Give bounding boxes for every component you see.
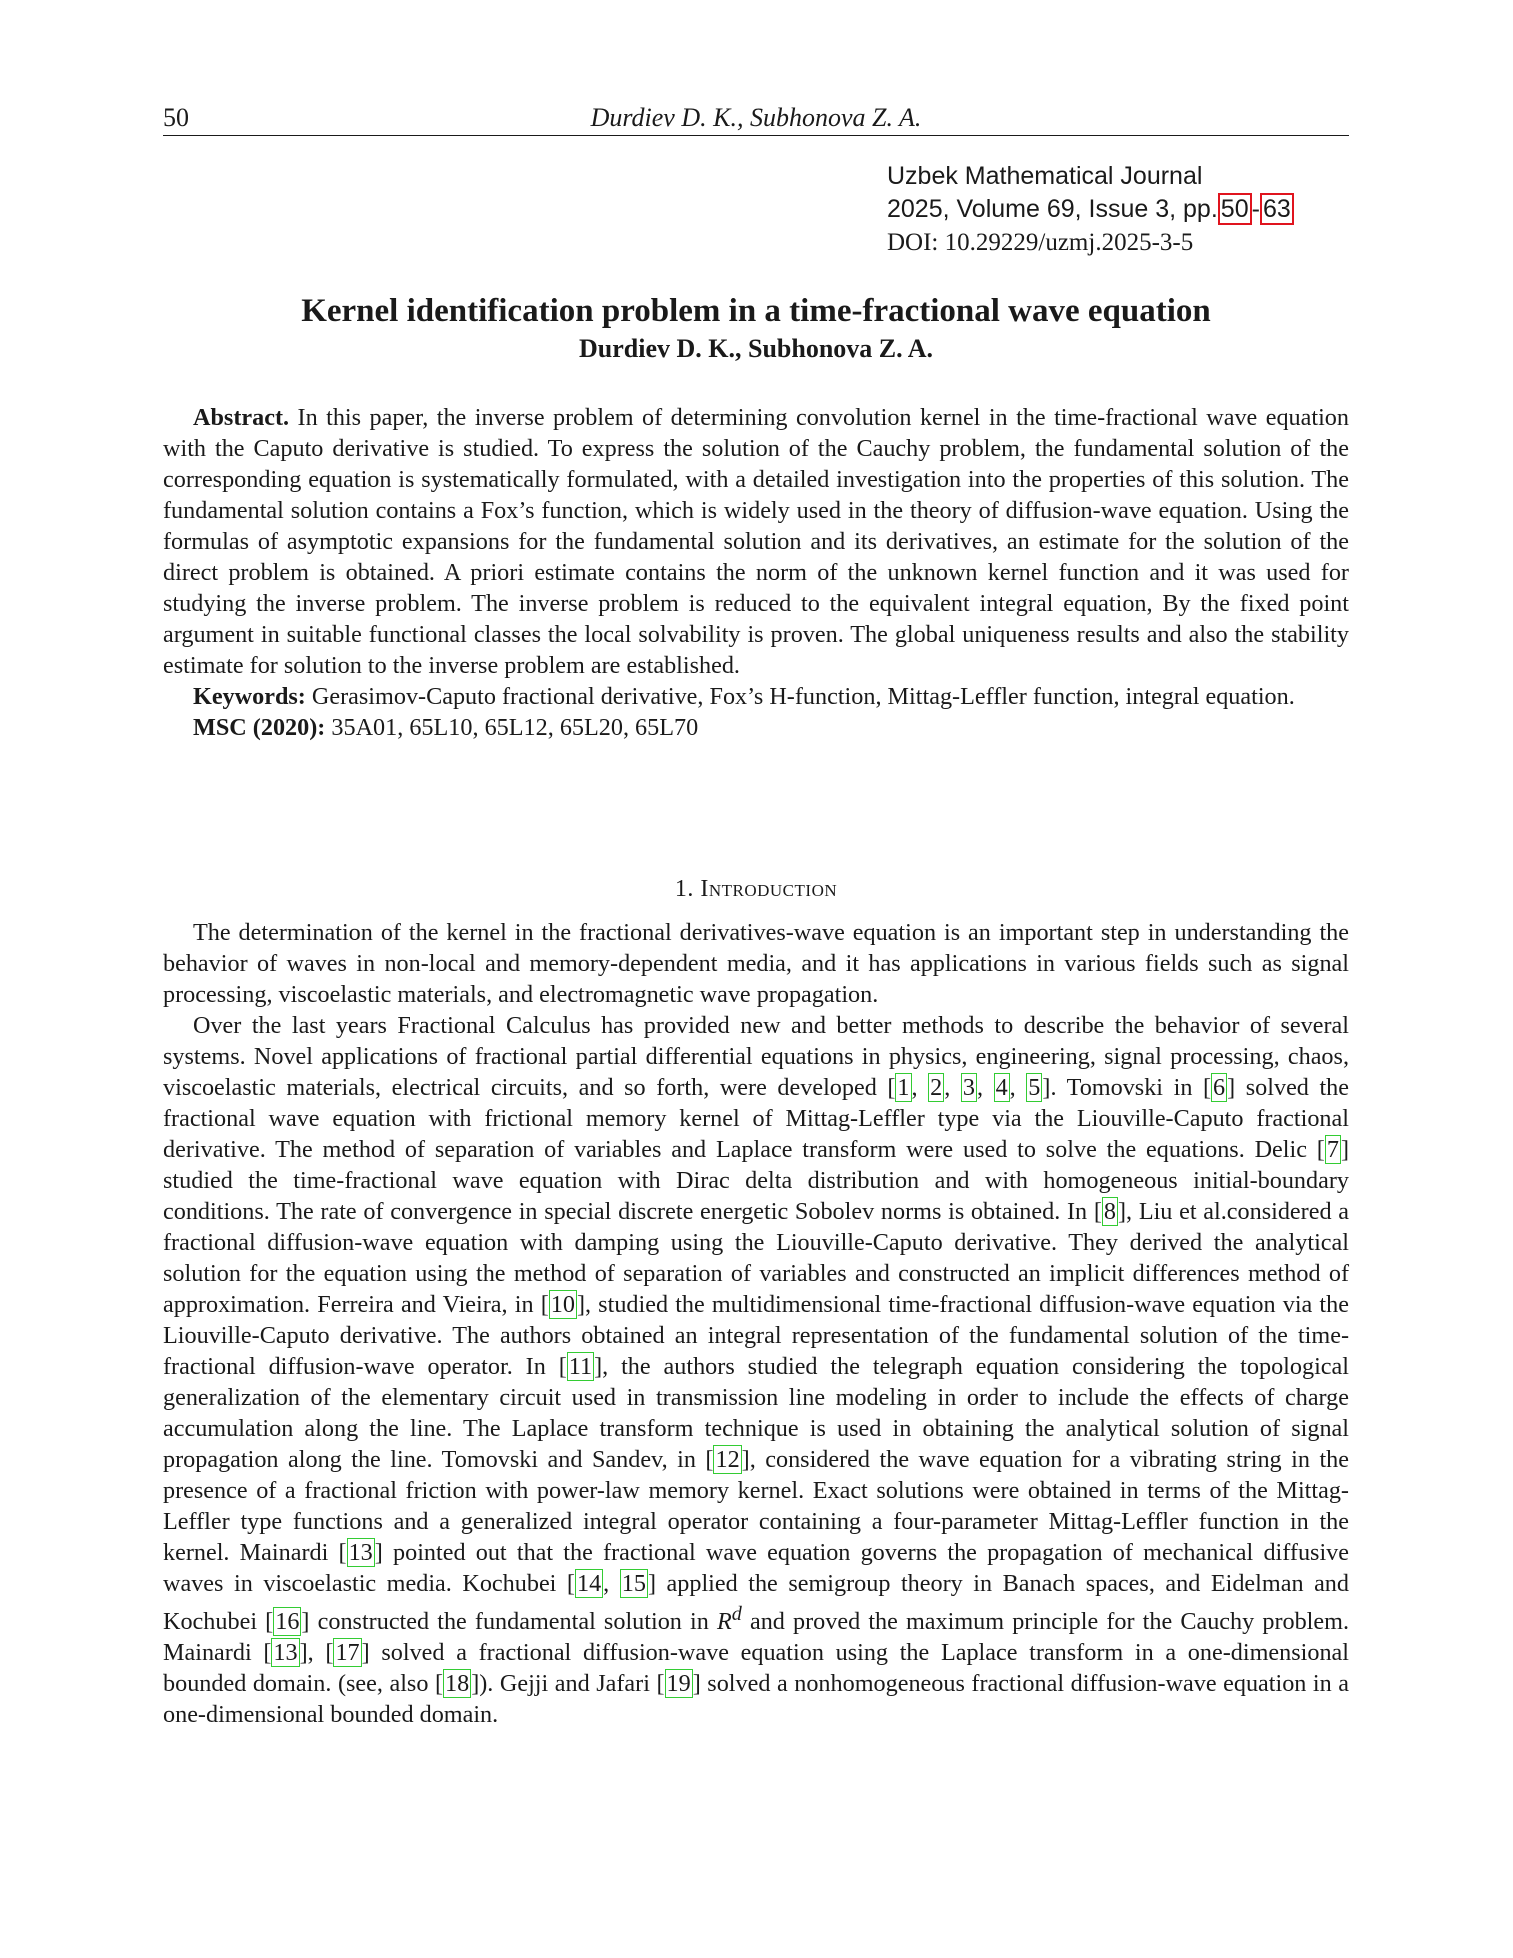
math-rd: [716, 1603, 742, 1636]
math-rd-base: R: [716, 1608, 732, 1636]
citation-link[interactable]: 8: [1103, 1198, 1116, 1225]
citation-link[interactable]: 4: [995, 1074, 1008, 1101]
citation-link[interactable]: 10: [550, 1291, 575, 1318]
abstract-paragraph: [163, 402, 1349, 681]
running-header: [163, 103, 1349, 136]
paper-authors: Durdiev D. K., Subhonova Z. A.: [579, 334, 933, 363]
text-run: and proved the maximum principle for the Cauchy problem. Mainardi [: [163, 1608, 1350, 1667]
text-run: ], Liu et al.considered a fractional diffusion-wave equation with damping using the Liouville-Caputo derivative. They derived the analytical solution for the equation using the method of separation of variables and constructed an implicit differences method of approximation. Ferreira and Vieira, in [: [163, 1198, 1350, 1318]
msc-paragraph: [163, 712, 1349, 743]
introduction-body: [163, 917, 1349, 1730]
journal-issue-text: 2025, Volume 69, Issue 3, pp.: [887, 195, 1218, 223]
keywords-paragraph: [163, 681, 1349, 712]
journal-doi: DOI: 10.29229/uzmj.2025-3-5: [887, 229, 1194, 256]
text-run: ] studied the time-fractional wave equation with Dirac delta distribution and with homogeneous initial-boundary conditions. The rate of convergence in special discrete energetic Sobolev norms is obtained. In [: [163, 1136, 1349, 1225]
msc-text: 35A01, 65L10, 65L12, 65L20, 65L70: [331, 714, 699, 741]
citation-link[interactable]: 13: [348, 1539, 373, 1566]
citation-link[interactable]: 12: [715, 1446, 740, 1473]
paper-title: Kernel identification problem in a time-fractional wave equation: [301, 293, 1211, 329]
citation-link[interactable]: 6: [1213, 1074, 1226, 1101]
journal-info: [887, 160, 1347, 259]
journal-name: Uzbek Mathematical Journal: [887, 162, 1203, 190]
citation-link[interactable]: 13: [273, 1639, 298, 1667]
citation-link[interactable]: 3: [962, 1074, 975, 1101]
page-separator: -: [1251, 195, 1260, 223]
page-end-link[interactable]: 63: [1260, 193, 1294, 225]
math-rd-sup: d: [731, 1603, 742, 1625]
text-run: ] constructed the fundamental solution in: [301, 1608, 717, 1636]
abstract-text: In this paper, the inverse problem of determining convolution kernel in the time-fractional wave equation with the Caputo derivative is studied. To express the solution of the Cauchy problem, the fundamental solution of the corresponding equation is systematically formulated, with a detailed investigation into the properties of this solution. The fundamental solution contains a Fox’s function, which is widely used in the theory of diffusion-wave equation. Using the formulas of asymptotic expansions for the fundamental solution and its derivatives, an estimate for the solution of the direct problem is obtained. A priori estimate contains the norm of the unknown kernel function and it was used for studying the inverse problem. The inverse problem is reduced to the equivalent integral equation, By the fixed point argument in suitable functional classes the local solvability is proven. The global uniqueness results and also the stability estimate for solution to the inverse problem are established.: [163, 404, 1349, 679]
citation-link[interactable]: 17: [335, 1639, 360, 1667]
text-run: ] solved the fractional wave equation with frictional memory kernel of Mittag-Leffler type via the Liouville-Caputo fractional derivative. The method of separation of variables and Laplace transform were used to solve the equations. Delic [: [163, 1074, 1350, 1163]
citation-link[interactable]: 19: [666, 1670, 691, 1698]
paper-page: [163, 0, 1349, 1958]
text-run: ], the authors studied the telegraph equation considering the topological generalization of the elementary circuit used in transmission line modeling in order to include the effects of charge accumulation along the line. The Laplace transform technique is used in obtaining the analytical solution of signal propagation along the line. Tomovski and Sandev, in [: [163, 1353, 1349, 1473]
page-start-link[interactable]: 50: [1218, 193, 1252, 225]
citation-link[interactable]: 11: [568, 1353, 593, 1380]
text-run: ] pointed out that the fractional wave equation governs the propagation of mechanical diffusive waves in viscoelastic media. Kochubei [: [163, 1539, 1349, 1597]
citation-link[interactable]: 18: [445, 1670, 470, 1698]
text-run: ] applied the semigroup theory in Banach spaces, and Eidelman and Kochubei [: [163, 1570, 1349, 1636]
intro-paragraph-1: The determination of the kernel in the fractional derivatives-wave equation is an important step in understanding the behavior of waves in non-local and memory-dependent media, and it has applications in various fields such as signal processing, viscoelastic materials, and electromagnetic wave propagation.: [163, 919, 1349, 1008]
msc-label: MSC (2020):: [193, 714, 326, 741]
text-run: Over the last years Fractional Calculus has provided new and better methods to describe the behavior of several systems. Novel applications of fractional partial differential equations in physics, engineering, signal processing, chaos, viscoelastic materials, electrical circuits, and so forth, were developed [: [163, 1012, 1349, 1101]
citation-link[interactable]: 14: [576, 1570, 602, 1597]
citation-link[interactable]: 5: [1028, 1074, 1041, 1101]
text-run: ], considered the wave equation for a vibrating string in the presence of a fractional friction with power-law memory kernel. Exact solutions were obtained in terms of the Mittag-Leffler type functions and a generalized integral operator containing a four-parameter Mittag-Leffler function in the kernel. Mainardi [: [163, 1446, 1349, 1566]
citation-link[interactable]: 2: [930, 1074, 943, 1101]
abstract-label: Abstract.: [193, 404, 290, 431]
citation-link[interactable]: 16: [275, 1608, 300, 1636]
intro-paragraph-2: Over the last years Fractional Calculus has provided new and better methods to describe the behavior of several systems. Novel applications of fractional partial differential equations in physics, engineering, signal processing, chaos, viscoelastic materials, electrical circuits, and so forth, were developed [1, 2, 3, 4, 5]. Tomovski in [6] solved the fractional wave equation with frictional memory kernel of Mittag-Leffler type via the Liouville-Caputo fractional derivative. The method of separation of variables and Laplace transform were used to solve the equations. Delic [7] studied the time-fractional wave equation with Dirac delta distribution and with homogeneous initial-boundary conditions. The rate of convergence in special discrete energetic Sobolev norms is obtained. In [8], Liu et al.considered a fractional diffusion-wave equation with damping using the Liouville-Caputo derivative. They derived the analytical solution for the equation using the method of separation of variables and constructed an implicit differences method of approximation. Ferreira and Vieira, in [10], studied the multidimensional time-fractional diffusion-wave equation via the Liouville-Caputo derivative. The authors obtained an integral representation of the fundamental solution of the time-fractional diffusion-wave operator. In [11], the authors studied the telegraph equation considering the topological generalization of the elementary circuit used in transmission line modeling in order to include the effects of charge accumulation along the line. The Laplace transform technique is used in obtaining the analytical solution of signal propagation along the line. Tomovski and Sandev, in [12], considered the wave equation for a vibrating string in the presence of a fractional friction with power-law memory kernel. Exact solutions were obtained in terms of the Mittag-Leffler type functions and a generalized integral operator containing a four-parameter Mittag-Leffler function in the kernel. Mainardi [13] pointed out that the fractional wave equation governs the propagation of mechanical diffusive waves in viscoelastic media. Kochubei [14, 15] applied the semigroup theory in Banach spaces, and Eidelman and Kochubei [16] constructed the fundamental solution in $R^d$ and proved the maximum principle for the Cauchy problem. Mainardi [13], [17] solved a fractional diffusion-wave equation using the Laplace transform in a one-dimensional bounded domain. (see, also [18]). Gejji and Jafari [19] solved a nonhomogeneous fractional diffusion-wave equation in a one-dimensional bounded domain.: [163, 1012, 1350, 1729]
text-run: ] solved a nonhomogeneous fractional diffusion-wave equation in a one-dimensional bounded domain.: [163, 1670, 1349, 1729]
keywords-text: Gerasimov-Caputo fractional derivative, Fox’s H-function, Mittag-Leffler function, integral equation.: [311, 683, 1295, 710]
citation-link[interactable]: 7: [1326, 1136, 1339, 1163]
text-run: ]). Gejji and Jafari [: [471, 1670, 665, 1698]
journal-issue: [887, 193, 1347, 226]
text-run: ] solved a fractional diffusion-wave equation using the Laplace transform in a one-dimensional bounded domain. (see, also [: [163, 1639, 1349, 1698]
citation-link[interactable]: 1: [897, 1074, 910, 1101]
keywords-label: Keywords:: [193, 683, 306, 710]
text-run: ]. Tomovski in [: [1042, 1074, 1212, 1101]
citation-link[interactable]: 15: [621, 1570, 646, 1597]
section-heading-introduction: 1. Introduction: [674, 876, 838, 902]
text-run: ], [: [299, 1639, 334, 1667]
page-number: 50: [163, 103, 189, 132]
text-run: ], studied the multidimensional time-fractional diffusion-wave equation via the Liouville-Caputo derivative. The authors obtained an integral representation of the fundamental solution of the time-fractional diffusion-wave operator. In [: [163, 1291, 1349, 1380]
running-authors: Durdiev D. K., Subhonova Z. A.: [590, 103, 922, 132]
abstract-section: [163, 402, 1349, 743]
